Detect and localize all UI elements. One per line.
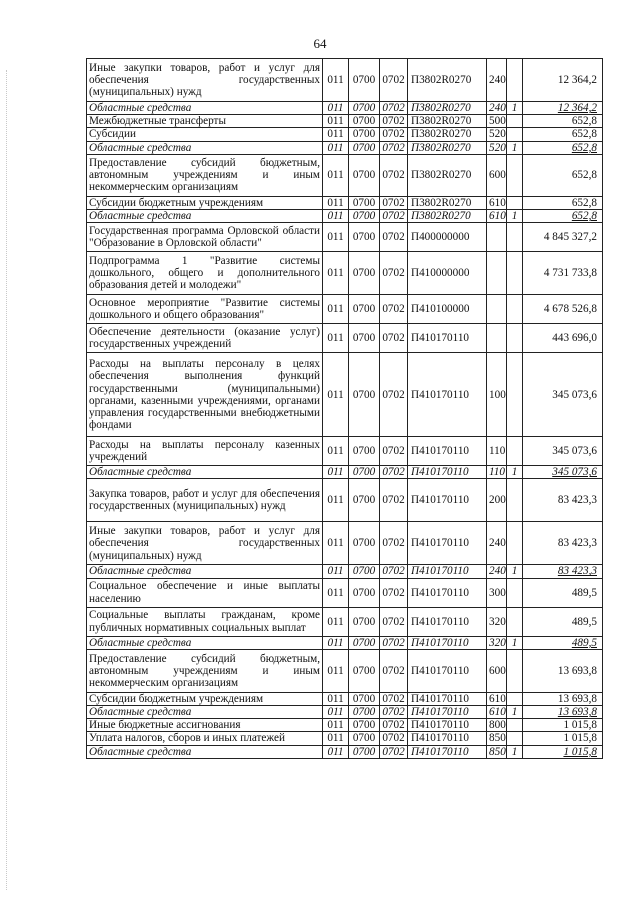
- row-name: Областные средства: [87, 466, 323, 479]
- row-ved: 011: [323, 223, 349, 252]
- row-name: Областные средства: [87, 565, 323, 578]
- row-pr: 0702: [380, 141, 408, 154]
- row-source: [507, 522, 523, 565]
- row-source: 1: [507, 466, 523, 479]
- row-pr: 0702: [380, 353, 408, 437]
- row-csr: П410170110: [408, 732, 487, 745]
- row-source: [507, 607, 523, 636]
- row-vr: 500: [487, 115, 507, 128]
- row-csr: П410000000: [408, 252, 487, 295]
- row-amount: 345 073,6: [523, 437, 603, 466]
- row-amount: 1 015,8: [523, 719, 603, 732]
- row-name: Субсидии: [87, 128, 323, 141]
- row-rz: 0700: [349, 353, 380, 437]
- table-row: [87, 196, 603, 209]
- row-name: Основное мероприятие "Развитие системы дошкольного и общего образования": [87, 295, 323, 324]
- row-ved: 011: [323, 210, 349, 223]
- row-pr: 0702: [380, 102, 408, 115]
- row-vr: 320: [487, 636, 507, 649]
- row-vr: 240: [487, 59, 507, 102]
- table-row: [87, 437, 603, 466]
- table-row: [87, 324, 603, 353]
- row-rz: 0700: [349, 59, 380, 102]
- row-rz: 0700: [349, 252, 380, 295]
- row-vr: 610: [487, 196, 507, 209]
- row-pr: 0702: [380, 732, 408, 745]
- row-source: [507, 692, 523, 705]
- row-amount: 12 364,2: [523, 59, 603, 102]
- row-rz: 0700: [349, 210, 380, 223]
- row-ved: 011: [323, 128, 349, 141]
- table-row: [87, 115, 603, 128]
- row-amount: 13 693,8: [523, 706, 603, 719]
- table-row: [87, 102, 603, 115]
- row-pr: 0702: [380, 565, 408, 578]
- row-rz: 0700: [349, 223, 380, 252]
- row-source: [507, 115, 523, 128]
- table-row: [87, 128, 603, 141]
- row-ved: 011: [323, 578, 349, 607]
- table-row: [87, 649, 603, 692]
- row-rz: 0700: [349, 706, 380, 719]
- table-row: [87, 154, 603, 196]
- table-row: [87, 210, 603, 223]
- table-row: [87, 479, 603, 522]
- row-amount: 652,8: [523, 210, 603, 223]
- row-amount: 652,8: [523, 154, 603, 196]
- row-rz: 0700: [349, 141, 380, 154]
- table-row: [87, 692, 603, 705]
- row-pr: 0702: [380, 154, 408, 196]
- row-source: [507, 719, 523, 732]
- row-rz: 0700: [349, 565, 380, 578]
- row-name: Расходы на выплаты персоналу в целях обеспечения выполнения функций государственными (муниципальными) органами, казенными учреждениями, органами управления государственными внебюджетными фондами: [87, 353, 323, 437]
- row-csr: П410100000: [408, 295, 487, 324]
- row-name: Областные средства: [87, 636, 323, 649]
- row-ved: 011: [323, 745, 349, 758]
- table-row: [87, 719, 603, 732]
- row-rz: 0700: [349, 649, 380, 692]
- row-vr: 300: [487, 578, 507, 607]
- row-ved: 011: [323, 522, 349, 565]
- row-ved: 011: [323, 353, 349, 437]
- row-rz: 0700: [349, 607, 380, 636]
- row-pr: 0702: [380, 115, 408, 128]
- row-name: Субсидии бюджетным учреждениям: [87, 196, 323, 209]
- row-vr: 800: [487, 719, 507, 732]
- row-amount: 652,8: [523, 196, 603, 209]
- row-pr: 0702: [380, 636, 408, 649]
- row-name: Уплата налогов, сборов и иных платежей: [87, 732, 323, 745]
- row-pr: 0702: [380, 578, 408, 607]
- row-pr: 0702: [380, 466, 408, 479]
- row-csr: П410170110: [408, 706, 487, 719]
- row-pr: 0702: [380, 522, 408, 565]
- row-csr: П3802R0270: [408, 102, 487, 115]
- row-vr: 200: [487, 479, 507, 522]
- row-csr: П410170110: [408, 565, 487, 578]
- row-rz: 0700: [349, 437, 380, 466]
- row-ved: 011: [323, 141, 349, 154]
- row-rz: 0700: [349, 196, 380, 209]
- row-pr: 0702: [380, 437, 408, 466]
- row-vr: 520: [487, 128, 507, 141]
- row-amount: 12 364,2: [523, 102, 603, 115]
- row-pr: 0702: [380, 252, 408, 295]
- table-row: [87, 565, 603, 578]
- row-name: Предоставление субсидий бюджетным, автономным учреждениям и иным некоммерческим организациям: [87, 649, 323, 692]
- row-ved: 011: [323, 649, 349, 692]
- row-name: Иные закупки товаров, работ и услуг для обеспечения государственных (муниципальных) нужд: [87, 59, 323, 102]
- row-csr: П3802R0270: [408, 196, 487, 209]
- row-csr: П3802R0270: [408, 128, 487, 141]
- row-vr: 100: [487, 353, 507, 437]
- row-rz: 0700: [349, 522, 380, 565]
- row-amount: 489,5: [523, 636, 603, 649]
- table-row: [87, 252, 603, 295]
- row-source: [507, 578, 523, 607]
- row-source: [507, 649, 523, 692]
- row-name: Подпрограмма 1 "Развитие системы дошкольного, общего и дополнительного образования детей и молодежи": [87, 252, 323, 295]
- table-row: [87, 578, 603, 607]
- row-vr: [487, 223, 507, 252]
- row-source: [507, 437, 523, 466]
- row-vr: [487, 295, 507, 324]
- row-pr: 0702: [380, 719, 408, 732]
- row-ved: 011: [323, 295, 349, 324]
- row-csr: П3802R0270: [408, 59, 487, 102]
- row-amount: 345 073,6: [523, 353, 603, 437]
- row-source: [507, 154, 523, 196]
- table-body: [87, 59, 603, 759]
- row-source: 1: [507, 636, 523, 649]
- row-ved: 011: [323, 732, 349, 745]
- row-vr: 610: [487, 210, 507, 223]
- row-ved: 011: [323, 154, 349, 196]
- row-csr: П3802R0270: [408, 115, 487, 128]
- row-amount: 1 015,8: [523, 745, 603, 758]
- table-row: [87, 353, 603, 437]
- row-source: [507, 196, 523, 209]
- row-name: Обеспечение деятельности (оказание услуг) государственных учреждений: [87, 324, 323, 353]
- row-ved: 011: [323, 565, 349, 578]
- table-row: [87, 295, 603, 324]
- row-csr: П410170110: [408, 479, 487, 522]
- row-pr: 0702: [380, 223, 408, 252]
- row-name: Областные средства: [87, 745, 323, 758]
- row-csr: П410170110: [408, 607, 487, 636]
- row-csr: П410170110: [408, 466, 487, 479]
- row-name: Иные бюджетные ассигнования: [87, 719, 323, 732]
- table-row: [87, 732, 603, 745]
- row-vr: 240: [487, 522, 507, 565]
- table-row: [87, 141, 603, 154]
- row-ved: 011: [323, 636, 349, 649]
- row-csr: П410170110: [408, 745, 487, 758]
- row-name: Предоставление субсидий бюджетным, автономным учреждениям и иным некоммерческим организациям: [87, 154, 323, 196]
- row-amount: 13 693,8: [523, 692, 603, 705]
- row-rz: 0700: [349, 732, 380, 745]
- row-source: [507, 732, 523, 745]
- row-rz: 0700: [349, 636, 380, 649]
- row-csr: П410170110: [408, 353, 487, 437]
- row-rz: 0700: [349, 115, 380, 128]
- row-ved: 011: [323, 607, 349, 636]
- row-vr: [487, 252, 507, 295]
- row-amount: 83 423,3: [523, 565, 603, 578]
- row-name: Расходы на выплаты персоналу казенных учреждений: [87, 437, 323, 466]
- row-name: Иные закупки товаров, работ и услуг для обеспечения государственных (муниципальных) нужд: [87, 522, 323, 565]
- row-ved: 011: [323, 196, 349, 209]
- row-name: Областные средства: [87, 102, 323, 115]
- row-ved: 011: [323, 252, 349, 295]
- row-rz: 0700: [349, 479, 380, 522]
- row-amount: 489,5: [523, 607, 603, 636]
- row-amount: 345 073,6: [523, 466, 603, 479]
- row-csr: П3802R0270: [408, 210, 487, 223]
- row-source: [507, 353, 523, 437]
- row-vr: 240: [487, 102, 507, 115]
- row-amount: 443 696,0: [523, 324, 603, 353]
- row-rz: 0700: [349, 324, 380, 353]
- row-name: Субсидии бюджетным учреждениям: [87, 692, 323, 705]
- row-ved: 011: [323, 102, 349, 115]
- row-pr: 0702: [380, 128, 408, 141]
- row-vr: 110: [487, 466, 507, 479]
- row-pr: 0702: [380, 324, 408, 353]
- row-rz: 0700: [349, 102, 380, 115]
- row-pr: 0702: [380, 196, 408, 209]
- row-rz: 0700: [349, 692, 380, 705]
- row-csr: П3802R0270: [408, 154, 487, 196]
- page-number: 64: [313, 36, 327, 51]
- table-row: [87, 223, 603, 252]
- row-amount: 83 423,3: [523, 522, 603, 565]
- row-ved: 011: [323, 706, 349, 719]
- row-vr: 320: [487, 607, 507, 636]
- row-source: [507, 223, 523, 252]
- row-amount: 652,8: [523, 128, 603, 141]
- budget-table: [86, 58, 603, 759]
- row-amount: 489,5: [523, 578, 603, 607]
- row-name: Областные средства: [87, 210, 323, 223]
- row-source: 1: [507, 706, 523, 719]
- row-source: 1: [507, 102, 523, 115]
- row-source: [507, 324, 523, 353]
- row-amount: 4 678 526,8: [523, 295, 603, 324]
- row-vr: 850: [487, 745, 507, 758]
- row-source: [507, 59, 523, 102]
- row-amount: 4 845 327,2: [523, 223, 603, 252]
- row-csr: П410170110: [408, 324, 487, 353]
- row-ved: 011: [323, 437, 349, 466]
- row-pr: 0702: [380, 745, 408, 758]
- row-vr: 610: [487, 706, 507, 719]
- row-amount: 1 015,8: [523, 732, 603, 745]
- row-source: 1: [507, 565, 523, 578]
- row-source: [507, 128, 523, 141]
- row-name: Социальные выплаты гражданам, кроме публичных нормативных социальных выплат: [87, 607, 323, 636]
- row-name: Областные средства: [87, 141, 323, 154]
- row-source: 1: [507, 141, 523, 154]
- row-pr: 0702: [380, 692, 408, 705]
- table-row: [87, 59, 603, 102]
- table-row: [87, 745, 603, 758]
- row-amount: 13 693,8: [523, 649, 603, 692]
- row-ved: 011: [323, 466, 349, 479]
- row-ved: 011: [323, 479, 349, 522]
- row-pr: 0702: [380, 706, 408, 719]
- row-csr: П410170110: [408, 437, 487, 466]
- row-csr: П410170110: [408, 692, 487, 705]
- row-source: 1: [507, 210, 523, 223]
- row-ved: 011: [323, 115, 349, 128]
- row-csr: П410170110: [408, 522, 487, 565]
- row-pr: 0702: [380, 649, 408, 692]
- row-ved: 011: [323, 692, 349, 705]
- row-name: Областные средства: [87, 706, 323, 719]
- table-row: [87, 466, 603, 479]
- row-source: [507, 252, 523, 295]
- row-name: Государственная программа Орловской области "Образование в Орловской области": [87, 223, 323, 252]
- table-row: [87, 522, 603, 565]
- row-csr: П3802R0270: [408, 141, 487, 154]
- row-name: Межбюджетные трансферты: [87, 115, 323, 128]
- table-row: [87, 636, 603, 649]
- row-rz: 0700: [349, 295, 380, 324]
- scan-edge-marks: [6, 70, 9, 890]
- row-ved: 011: [323, 59, 349, 102]
- row-csr: П410170110: [408, 578, 487, 607]
- row-csr: П410170110: [408, 719, 487, 732]
- row-rz: 0700: [349, 745, 380, 758]
- table-row: [87, 706, 603, 719]
- table-row: [87, 607, 603, 636]
- row-rz: 0700: [349, 578, 380, 607]
- row-pr: 0702: [380, 59, 408, 102]
- row-source: 1: [507, 745, 523, 758]
- row-vr: 600: [487, 154, 507, 196]
- row-amount: 652,8: [523, 115, 603, 128]
- row-rz: 0700: [349, 466, 380, 479]
- row-vr: 600: [487, 649, 507, 692]
- row-amount: 83 423,3: [523, 479, 603, 522]
- row-vr: 610: [487, 692, 507, 705]
- row-rz: 0700: [349, 719, 380, 732]
- row-rz: 0700: [349, 154, 380, 196]
- row-vr: 850: [487, 732, 507, 745]
- row-ved: 011: [323, 719, 349, 732]
- row-vr: 240: [487, 565, 507, 578]
- row-rz: 0700: [349, 128, 380, 141]
- row-source: [507, 479, 523, 522]
- row-pr: 0702: [380, 479, 408, 522]
- row-csr: П410170110: [408, 636, 487, 649]
- row-pr: 0702: [380, 607, 408, 636]
- row-amount: 652,8: [523, 141, 603, 154]
- row-csr: П400000000: [408, 223, 487, 252]
- row-pr: 0702: [380, 295, 408, 324]
- row-vr: 520: [487, 141, 507, 154]
- row-name: Социальное обеспечение и иные выплаты населению: [87, 578, 323, 607]
- row-source: [507, 295, 523, 324]
- row-amount: 4 731 733,8: [523, 252, 603, 295]
- row-ved: 011: [323, 324, 349, 353]
- row-name: Закупка товаров, работ и услуг для обеспечения государственных (муниципальных) нужд: [87, 479, 323, 522]
- row-pr: 0702: [380, 210, 408, 223]
- row-vr: [487, 324, 507, 353]
- row-csr: П410170110: [408, 649, 487, 692]
- row-vr: 110: [487, 437, 507, 466]
